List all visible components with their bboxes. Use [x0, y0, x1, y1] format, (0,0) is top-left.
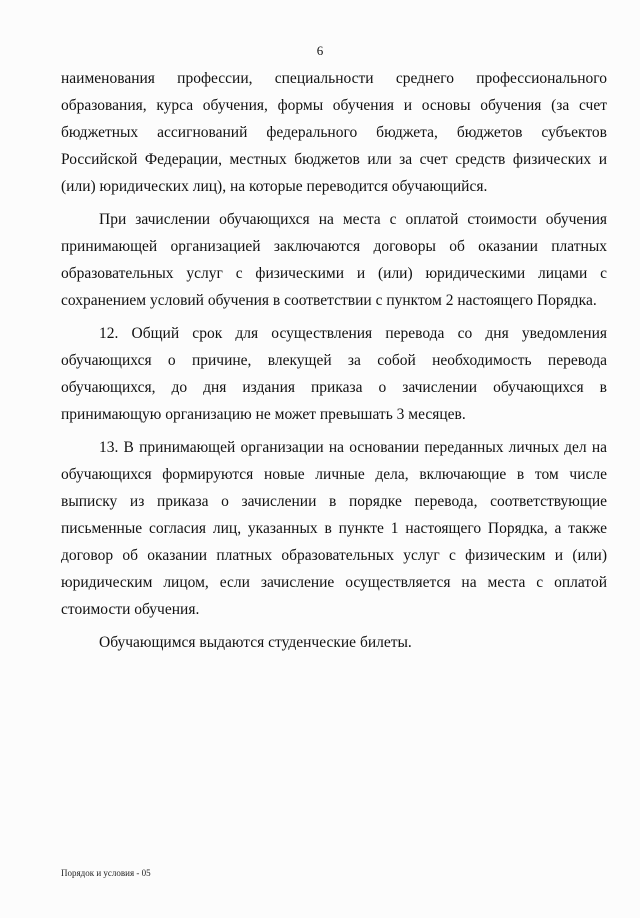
page-number: 6 — [316, 43, 324, 58]
paragraph-continuation: наименования профессии, специальности среднего профессионального образования, курса обучения, формы обучения и основы обучения (за счет бюджетных ассигнований федерального бюджета, бюджетов субъектов Российской Федерации, местных бюджетов или за счет средств физических и (или) юридических лиц), на которые переводится обучающийся. — [61, 70, 607, 195]
document-body — [61, 65, 607, 662]
paragraph-13-personal-files: 13. В принимающей организации на основании переданных личных дел на обучающихся формируются новые личные дела, включающие в том числе выписку из приказа о зачислении в порядке перевода, соответствующие письменные согласия лиц, указанных в пункте 1 настоящего Порядка, а также договор об оказании платных образовательных услуг с физическим и (или) юридическим лицом, если зачисление осуществляется на места с оплатой стоимости обучения. — [61, 439, 607, 618]
paragraph-enrollment-contracts: При зачислении обучающихся на места с оплатой стоимости обучения принимающей организацией заключаются договоры об оказании платных образовательных услуг с физическими и (или) юридическими лицами с сохранением условий обучения в соответствии с пунктом 2 настоящего Порядка. — [61, 211, 607, 309]
footer-doc-code: Порядок и условия - 05 — [61, 868, 151, 878]
paragraph-12-transfer-term: 12. Общий срок для осуществления перевода со дня уведомления обучающихся о причине, влекущей за собой необходимость перевода обучающихся, до дня издания приказа о зачислении обучающихся в принимающую организацию не может превышать 3 месяцев. — [61, 325, 607, 423]
paragraph-student-cards: Обучающимся выдаются студенческие билеты. — [99, 634, 412, 651]
